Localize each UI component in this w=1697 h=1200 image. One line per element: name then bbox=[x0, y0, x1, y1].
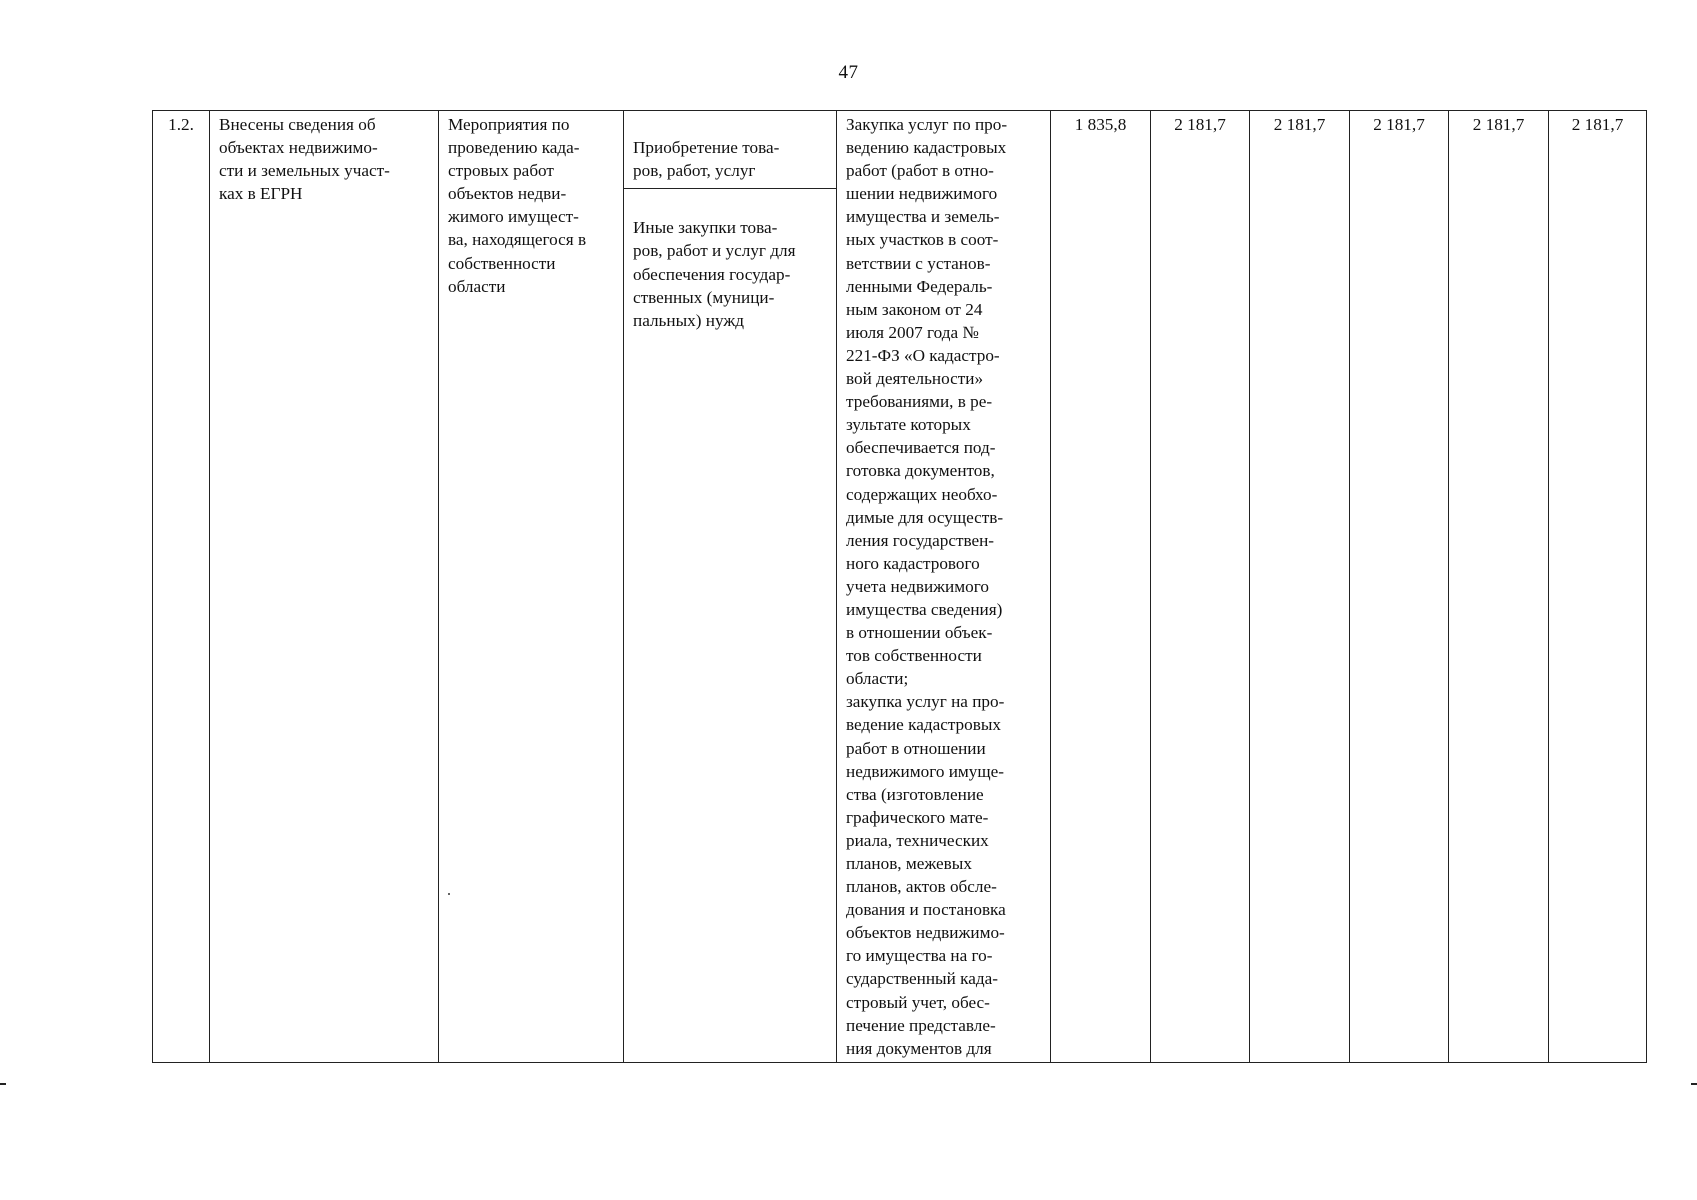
value-cell-3: 2 181,7 bbox=[1250, 111, 1350, 1063]
expense-type-cell bbox=[624, 111, 837, 1063]
budget-table bbox=[152, 110, 1647, 1063]
result-cell: Внесены сведения об объектах недвижимо- сти и земельных участ- ках в ЕГРН bbox=[210, 111, 439, 1063]
value-cell-2: 2 181,7 bbox=[1151, 111, 1250, 1063]
value-cell-1: 1 835,8 bbox=[1051, 111, 1151, 1063]
row-number: 1.2. bbox=[153, 111, 210, 1063]
description-cell: Закупка услуг по про- ведению кадастровых работ (работ в отно- шении недвижимого имущества и земель- ных участков в соот- ветствии с установ- ленными Федераль- ным законом от 24 июля 2007 года № 221-ФЗ «О кадастро- вой деятельности» требованиями, в ре- зультате которых обеспечивается под- готовка документов, содержащих необхо- димые для осуществ- ления государствен- ного кадастрового учета недвижимого имущества сведения) в отношении объек- тов собственности области; закупка услуг на про- ведение кадастровых работ в отношении недвижимого имуще- ства (изготовление графического мате- риала, технических планов, межевых планов, актов обсле- дования и постановка объектов недвижимо- го имущества на го- сударственный када- стровый учет, обес- печение представле- ния документов для bbox=[837, 111, 1051, 1063]
scan-mark-left bbox=[0, 1083, 6, 1085]
value-cell-4: 2 181,7 bbox=[1350, 111, 1449, 1063]
activity-cell: Мероприятия по проведению када- стровых работ объектов недви- жимого имущест- ва, находящегося в собственности области bbox=[439, 111, 624, 1063]
value-cell-5: 2 181,7 bbox=[1449, 111, 1549, 1063]
expense-type: Приобретение това- ров, работ, услуг bbox=[624, 134, 836, 189]
scan-speck bbox=[448, 893, 450, 895]
scan-mark-right bbox=[1691, 1083, 1697, 1085]
value-cell-6: 2 181,7 bbox=[1549, 111, 1647, 1063]
table-row bbox=[153, 111, 1647, 1063]
page-number: 47 bbox=[838, 62, 859, 83]
expense-subtype: Иные закупки това- ров, работ и услуг для обеспечения государ- ственных (муници- пальных) нужд bbox=[633, 218, 796, 330]
